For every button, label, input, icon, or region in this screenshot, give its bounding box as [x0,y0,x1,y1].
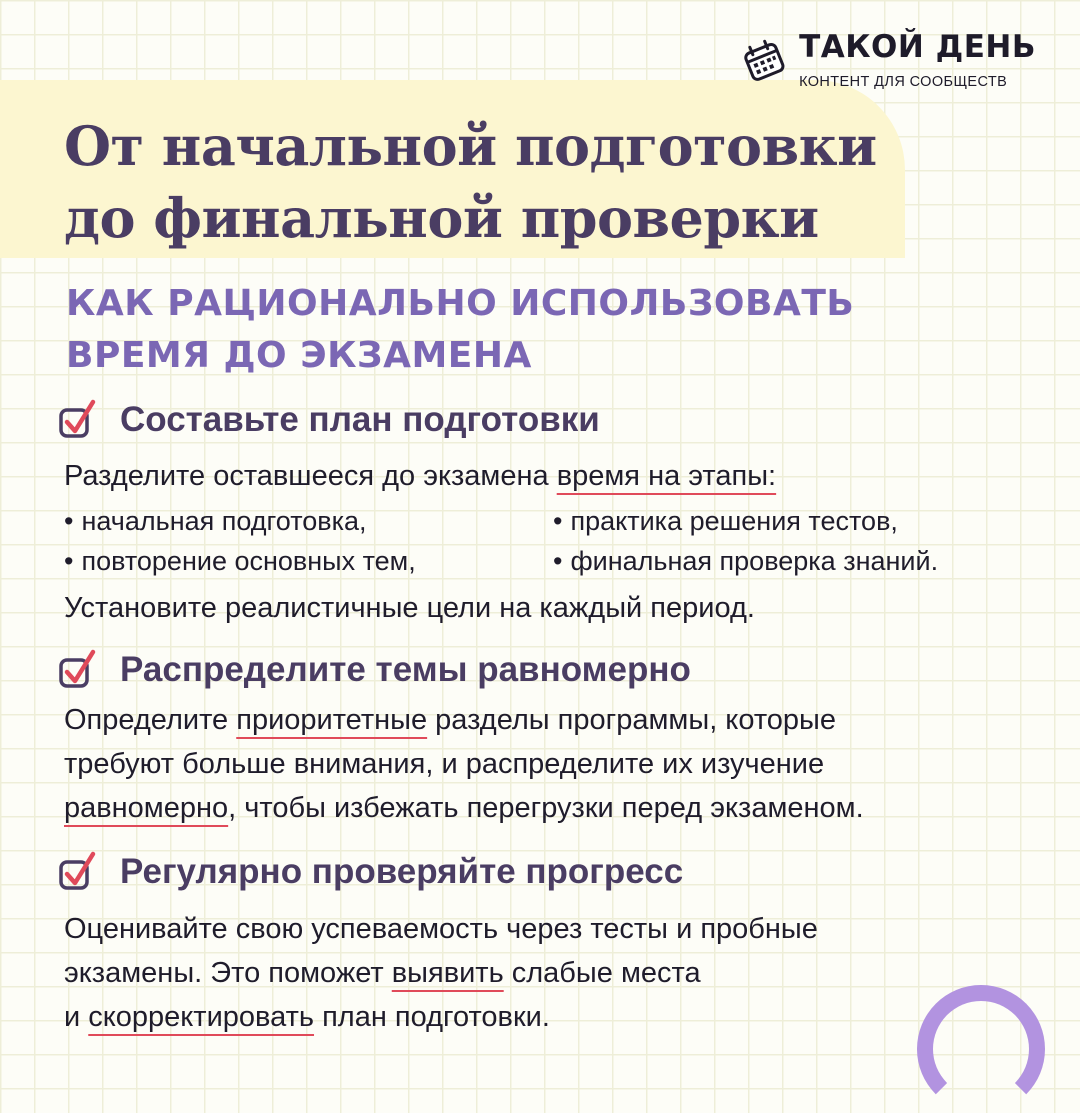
section-1-closing: Установите реалистичные цели на каждый период. [64,592,755,624]
title-line-2: до финальной проверки [64,186,819,250]
section-3-line-2 [64,959,701,988]
section-2-line-3 [64,794,864,823]
brand-name: ТАКОЙ ДЕНЬ [799,29,1036,65]
section-3-line-2-rest: слабые места [503,957,701,989]
title-line-1: От начальной подготовки [64,114,877,178]
section-1-heading [58,398,600,440]
checkbox-checked-icon [58,648,98,690]
section-2-underlined-word: приоритетные [236,704,428,736]
subtitle-line-2: ВРЕМЯ ДО ЭКЗАМЕНА [66,335,532,376]
section-2-underlined-word: равномерно [64,792,229,824]
section-2-heading [58,648,691,690]
bullet-item: • практика решения тестов, [553,508,898,535]
section-1-intro-text: Разделите оставшееся до экзамена [64,460,557,492]
bullet-item: • повторение основных тем, [64,548,416,575]
section-2-line-1 [64,706,836,735]
section-3-line-3-rest: план подготовки. [314,1001,550,1033]
decorative-arc [917,985,1045,1113]
section-2-line-1-text: Определите [64,704,237,736]
section-3-line-1: Оценивайте свою успеваемость через тесты и пробные [64,913,818,945]
checkbox-checked-icon [58,398,98,440]
section-3-underlined-word: скорректировать [88,1001,315,1033]
section-3-title: Регулярно проверяйте прогресс [120,851,684,891]
section-3-line-2-text: экзамены. Это поможет [64,957,392,989]
subtitle-line-1: КАК РАЦИОНАЛЬНО ИСПОЛЬЗОВАТЬ [66,283,855,324]
section-2-line-2: требуют больше внимания, и распределите их изучение [64,748,825,780]
page-title [64,110,877,254]
brand-tagline: КОНТЕНТ ДЛЯ СООБЩЕСТВ [799,74,1008,90]
bullet-item: • финальная проверка знаний. [553,548,938,575]
section-3-line-3-text: и [64,1001,89,1033]
bullet-item: • начальная подготовка, [64,508,367,535]
section-3-underlined-word: выявить [391,957,504,989]
section-2-line-3-rest: , чтобы избежать перегрузки перед экзаменом. [228,792,864,824]
brand-logo [739,29,1036,90]
page-subtitle [66,278,854,382]
checkbox-checked-icon [58,850,98,892]
section-1-title: Составьте план подготовки [120,399,600,439]
section-3-line-3 [64,1003,550,1032]
section-2-title: Распределите темы равномерно [120,649,691,689]
section-1-intro [64,462,776,491]
section-3-heading [58,850,683,892]
calendar-icon [739,36,789,86]
section-2-line-1-rest: разделы программы, которые [427,704,836,736]
section-1-intro-underlined: время на этапы: [556,460,777,492]
